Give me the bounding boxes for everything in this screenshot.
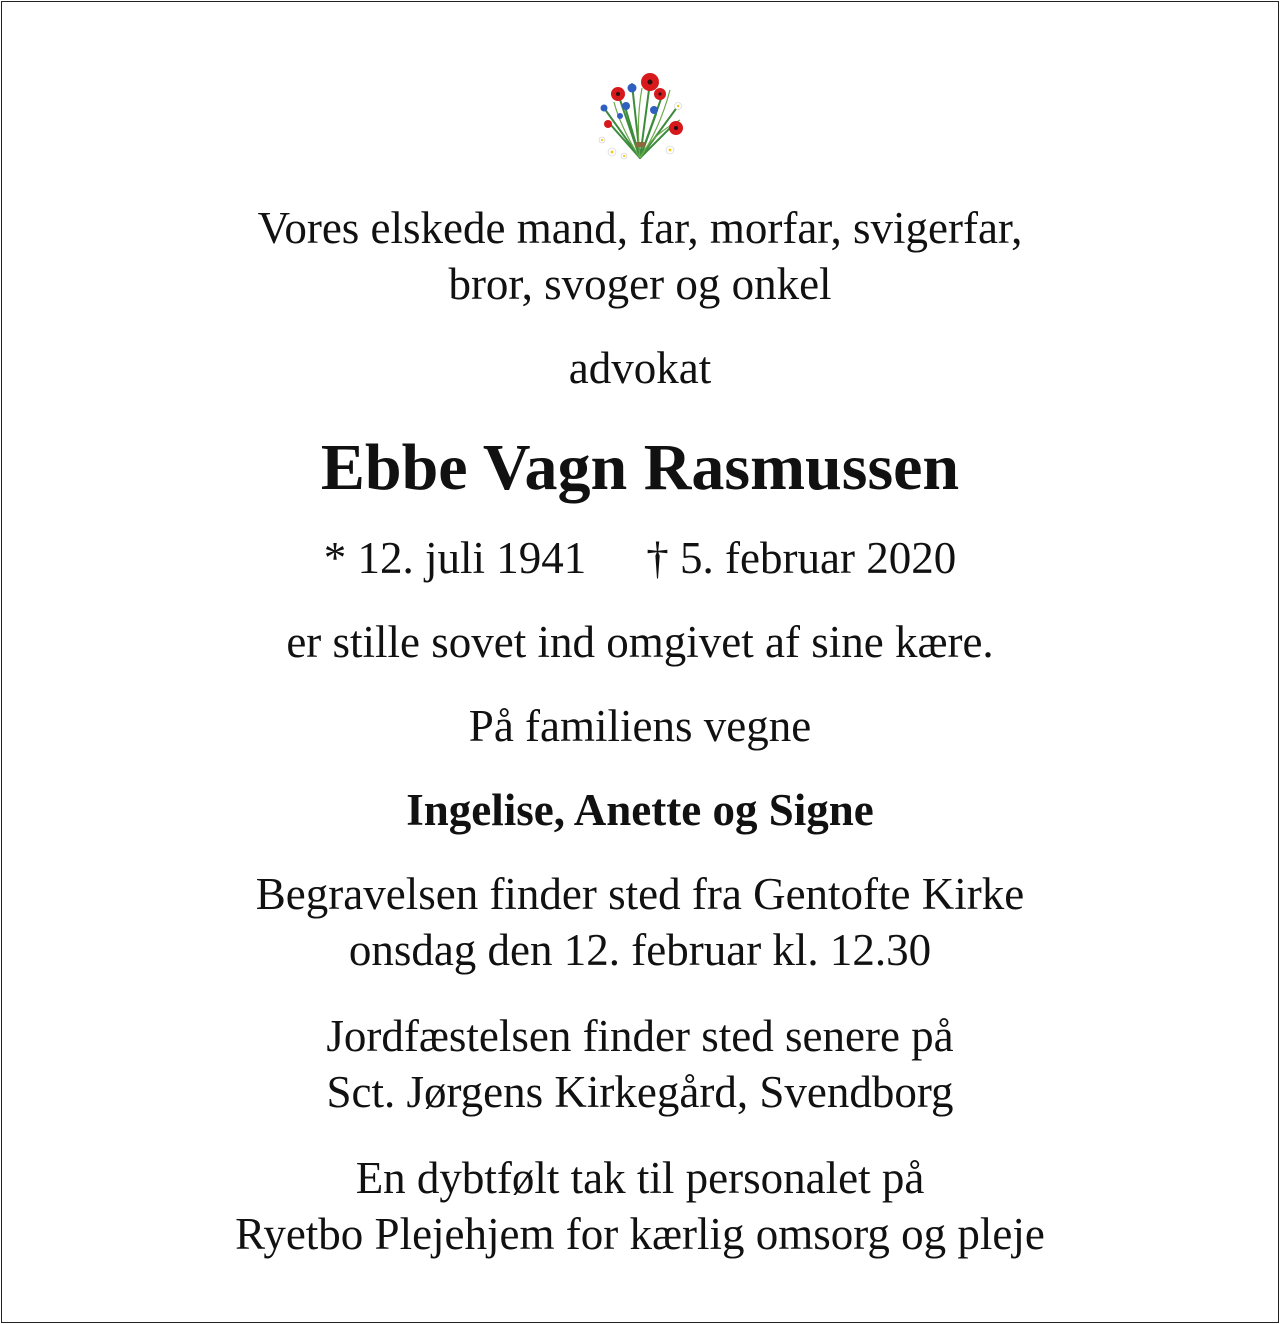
thanks-line-1: En dybtfølt tak til personalet på — [355, 1153, 925, 1203]
deceased-name: Ebbe Vagn Rasmussen — [320, 431, 960, 504]
intro-line-2: bror, svoger og onkel — [448, 259, 832, 309]
signers: Ingelise, Anette og Signe — [406, 785, 874, 835]
funeral-line-1: Begravelsen finder sted fra Gentofte Kirke — [255, 869, 1025, 919]
thanks-line-2: Ryetbo Plejehjem for kærlig omsorg og pleje — [235, 1209, 1045, 1259]
death-date: † 5. februar 2020 — [646, 533, 957, 583]
flower-bouquet-icon — [590, 66, 690, 166]
burial-line-1: Jordfæstelsen finder sted senere på — [326, 1011, 954, 1061]
on-behalf-text: På familiens vegne — [468, 701, 812, 751]
intro-line-1: Vores elskede mand, far, morfar, svigerfar, — [257, 203, 1023, 253]
birth-date: * 12. juli 1941 — [323, 533, 587, 583]
burial-line-2: Sct. Jørgens Kirkegård, Svendborg — [326, 1067, 954, 1117]
funeral-line-2: onsdag den 12. februar kl. 12.30 — [348, 925, 932, 975]
profession-title: advokat — [568, 343, 712, 393]
passing-text: er stille sovet ind omgivet af sine kære. — [286, 617, 994, 667]
life-dates — [0, 530, 1280, 586]
